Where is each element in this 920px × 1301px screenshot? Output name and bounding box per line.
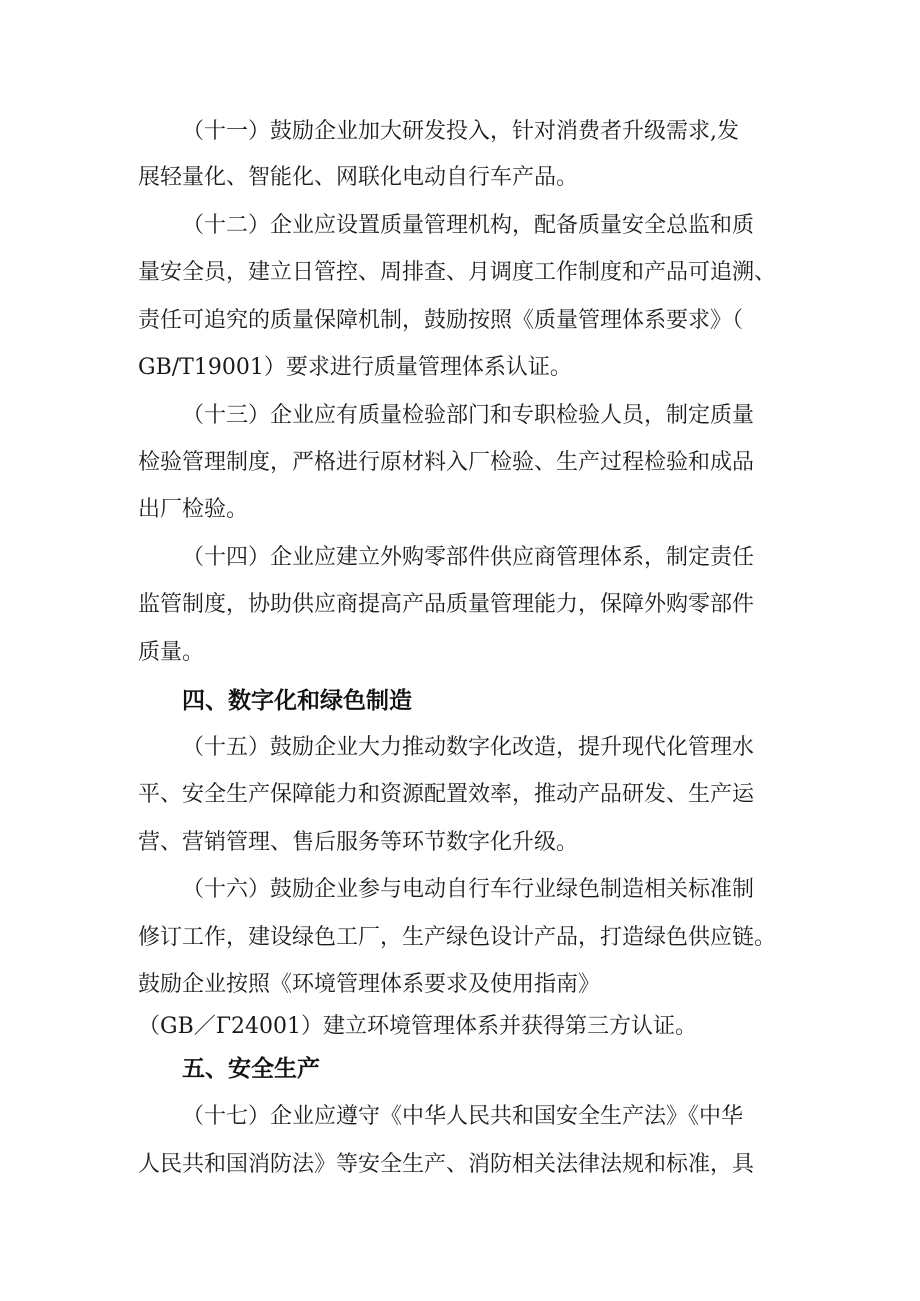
paragraph-14-line-3: 质量。: [138, 640, 205, 665]
paragraph-12-line-1: （十二）企业应设置质量管理机构，配备质量安全总监和质: [182, 213, 755, 238]
paragraph-14-line-2: 监管制度，协助供应商提高产品质量管理能力，保障外购零部件: [138, 592, 755, 617]
paragraph-16-line-2: 修订工作，建设绿色工厂，生产绿色设计产品，打造绿色供应链。: [138, 925, 777, 950]
paragraph-16-line-4: （GB／Γ24001）建立环境管理体系并获得第三方认证。: [138, 1014, 697, 1039]
paragraph-15-line-3: 营、营销管理、售后服务等环节数字化升级。: [138, 830, 579, 855]
paragraph-15-line-2: 平、安全生产保障能力和资源配置效率，推动产品研发、生产运: [138, 782, 755, 807]
paragraph-16-line-3: 鼓励企业按照《环境管理体系要求及使用指南》: [138, 972, 601, 997]
paragraph-14-line-1: （十四）企业应建立外购零部件供应商管理体系，制定责任: [182, 545, 755, 570]
paragraph-12-line-3: 责任可追究的质量保障机制，鼓励按照《质量管理体系要求》（: [138, 308, 744, 333]
paragraph-17-line-2: 人民共和国消防法》等安全生产、消防相关法律法规和标准，具: [138, 1152, 755, 1177]
section-heading-4: 四、数字化和绿色制造: [182, 688, 412, 714]
paragraph-13-line-2: 检验管理制度，严格进行原材料入厂检验、生产过程检验和成品: [138, 450, 755, 475]
section-heading-5: 五、安全生产: [182, 1056, 320, 1082]
paragraph-11-line-2: 展轻量化、智能化、网联化电动自行车产品。: [138, 165, 579, 190]
paragraph-15-line-1: （十五）鼓励企业大力推动数字化改造，提升现代化管理水: [182, 735, 755, 760]
paragraph-12-line-4: GB/T19001）要求进行质量管理体系认证。: [138, 355, 572, 380]
paragraph-17-line-1: （十七）企业应遵守《中华人民共和国安全生产法》《中华: [182, 1104, 744, 1129]
paragraph-13-line-3: 出厂检验。: [138, 497, 249, 522]
paragraph-16-line-1: （十六）鼓励企业参与电动自行车行业绿色制造相关标准制: [182, 877, 755, 902]
paragraph-11-line-1: （十一）鼓励企业加大研发投入，针对消费者升级需求,发: [182, 119, 739, 144]
paragraph-12-line-2: 量安全员，建立日管控、周排查、月调度工作制度和产品可追溯、: [138, 260, 777, 285]
paragraph-13-line-1: （十三）企业应有质量检验部门和专职检验人员，制定质量: [182, 403, 755, 428]
